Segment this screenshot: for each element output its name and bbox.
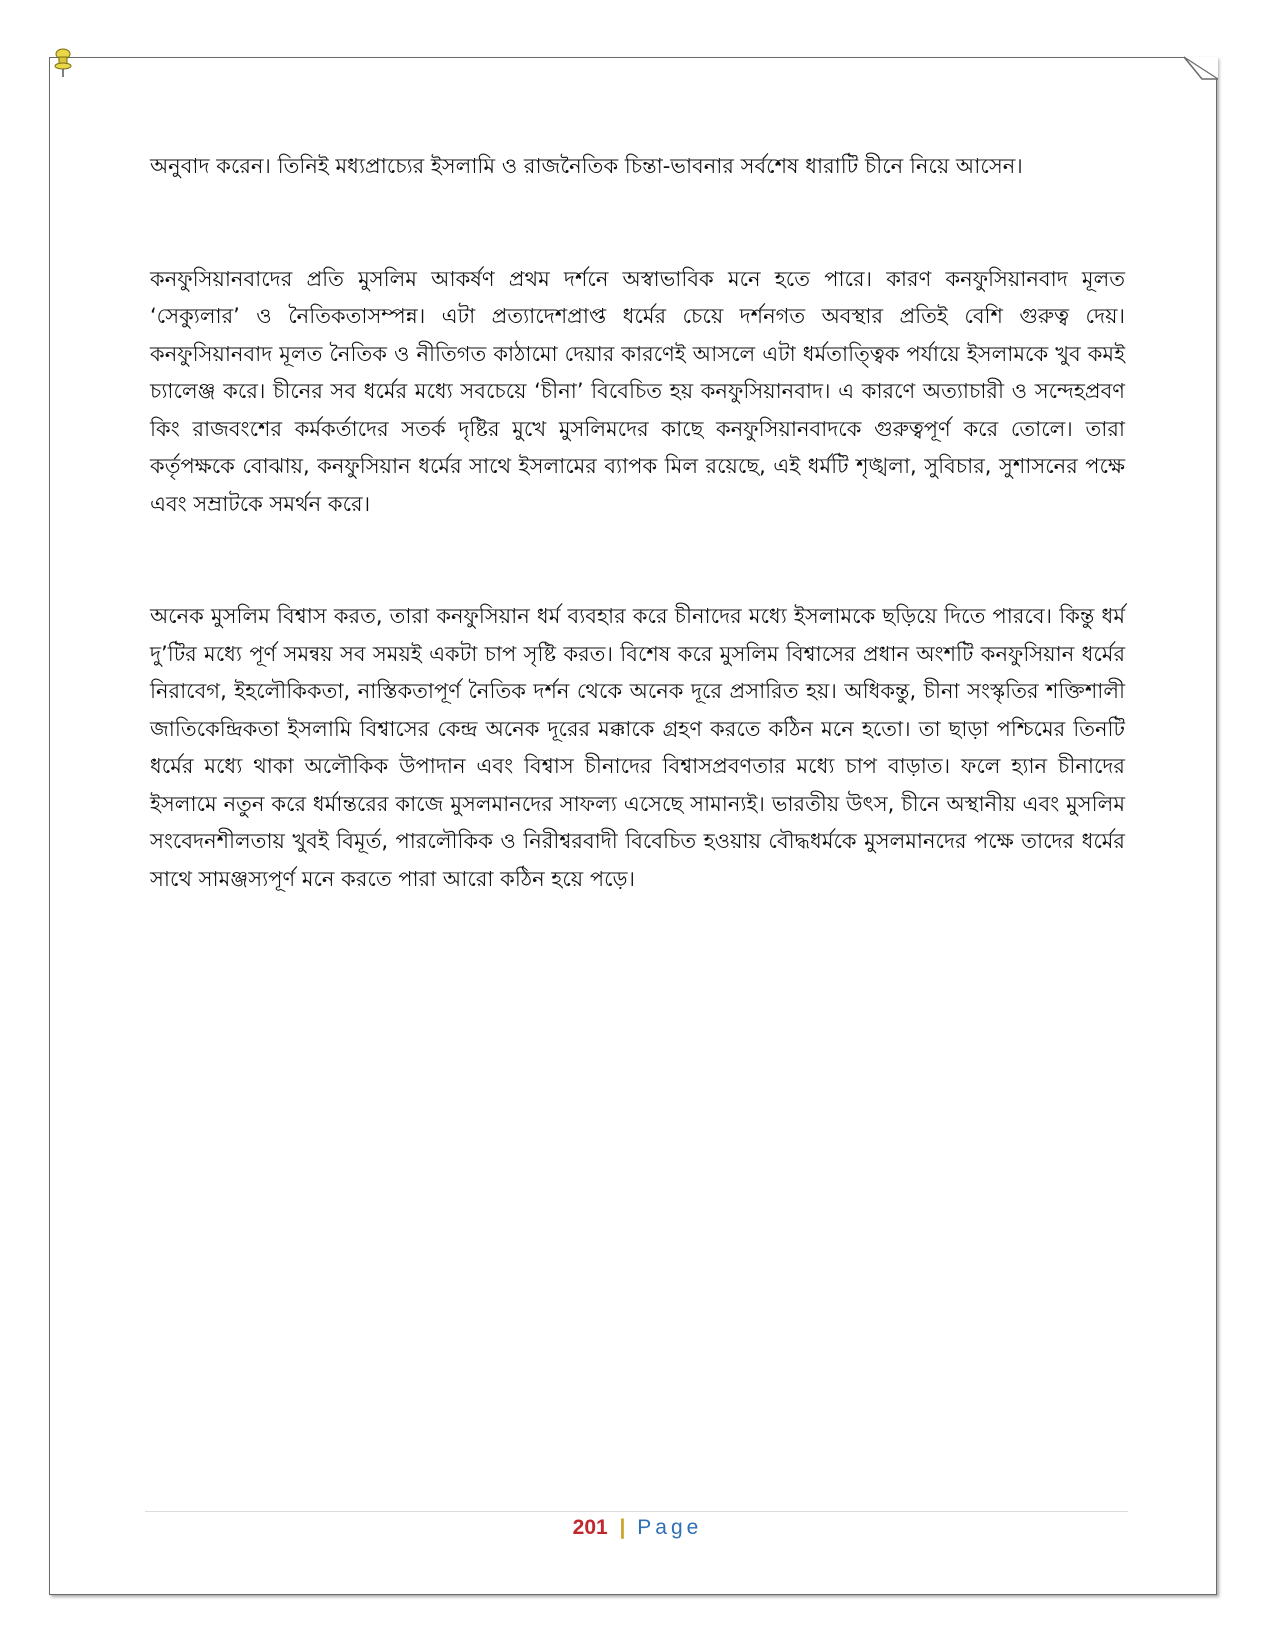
page-label: Page	[637, 1516, 703, 1539]
paragraph: অনেক মুসলিম বিশ্বাস করত, তারা কনফুসিয়ান ধর্ম ব্যবহার করে চীনাদের মধ্যে ইসলামকে ছড়িয়ে দিতে পারবে। কিন্তু ধর্ম দু’টির মধ্যে পূর্ণ সমন্বয় সব সময়ই একটা চাপ সৃষ্টি করত। বিশেষ করে মুসলিম বিশ্বাসের প্রধান অংশটি কনফুসিয়ান ধর্মের নিরাবেগ, ইহলৌকিকতা, নাস্তিকতাপূর্ণ নৈতিক দর্শন থেকে অনেক দূরে প্রসারিত হয়। অধিকন্তু, চীনা সংস্কৃতির শক্তিশালী জাতিকেন্দ্রিকতা ইসলামি বিশ্বাসের কেন্দ্র অনেক দূরের মক্কাকে গ্রহণ করতে কঠিন মনে হতো। তা ছাড়া পশ্চিমের তিনটি ধর্মের মধ্যে থাকা অলৌকিক উপাদান এবং বিশ্বাস চীনাদের বিশ্বাসপ্রবণতার মধ্যে চাপ বাড়াত। ফলে হ্যান চীনাদের ইসলামে নতুন করে ধর্মান্তরের কাজে মুসলমানদের সাফল্য এসেছে সামান্যই। ভারতীয় উৎস, চীনে অস্থানীয় এবং মুসলিম সংবেদনশীলতায় খুবই বিমূর্ত, পারলৌকিক ও নিরীশ্বরবাদী বিবেচিত হওয়ায় বৌদ্ধধর্মকে মুসলমানদের পক্ষে তাদের ধর্মের সাথে সামঞ্জস্যপূর্ণ মনে করতে পারা আরো কঠিন হয়ে পড়ে।	[150, 604, 1125, 891]
paragraph: অনুবাদ করেন। তিনিই মধ্যপ্রাচ্যের ইসলামি ও রাজনৈতিক চিন্তা-ভাবনার সর্বশেষ ধারাটি চীনে নিয়ে আসেন।	[150, 154, 1023, 178]
pushpin-icon	[52, 48, 74, 78]
page-number: 201	[572, 1516, 608, 1539]
footer-divider	[145, 1511, 1128, 1512]
paragraph: কনফুসিয়ানবাদের প্রতি মুসলিম আকর্ষণ প্রথম দর্শনে অস্বাভাবিক মনে হতে পারে। কারণ কনফুসিয়ানবাদ মূলত ‘সেক্যুলার’ ও নৈতিকতাসম্পন্ন। এটা প্রত্যাদেশপ্রাপ্ত ধর্মের চেয়ে দর্শনগত অবস্থার প্রতিই বেশি গুরুত্ব দেয়। কনফুসিয়ানবাদ মূলত নৈতিক ও নীতিগত কাঠামো দেয়ার কারণেই আসলে এটা ধর্মতাত্ত্বিক পর্যায়ে ইসলামকে খুব কমই চ্যালেঞ্জ করে। চীনের সব ধর্মের মধ্যে সবচেয়ে ‘চীনা’ বিবেচিত হয় কনফুসিয়ানবাদ। এ কারণে অত্যাচারী ও সন্দেহপ্রবণ কিং রাজবংশের কর্মকর্তাদের সতর্ক দৃষ্টির মুখে মুসলিমদের কাছে কনফুসিয়ানবাদকে গুরুত্বপূর্ণ করে তোলে। তারা কর্তৃপক্ষকে বোঝায়, কনফুসিয়ান ধর্মের সাথে ইসলামের ব্যাপক মিল রয়েছে, এই ধর্মটি শৃঙ্খলা, সুবিচার, সুশাসনের পক্ষে এবং সম্রাটকে সমর্থন করে।	[150, 266, 1125, 516]
page-separator: |	[619, 1516, 626, 1539]
page-footer	[0, 1513, 1275, 1543]
document-body	[150, 148, 1125, 898]
page-curl-icon	[1184, 55, 1220, 81]
